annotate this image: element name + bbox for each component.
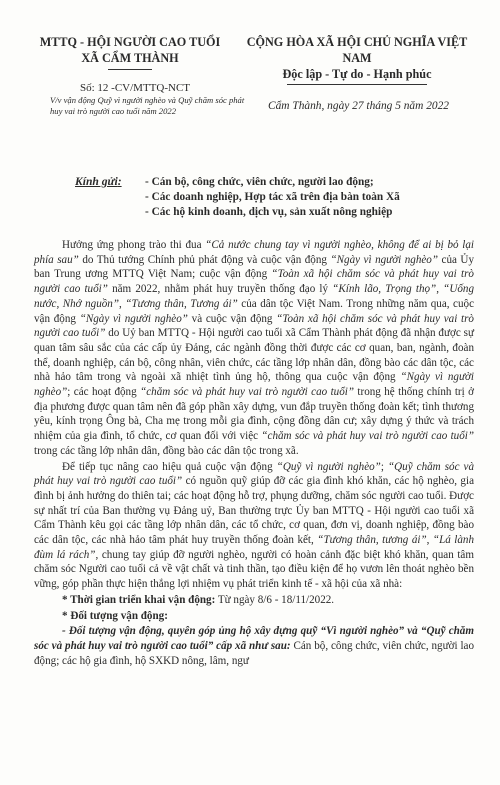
motto-underline bbox=[287, 84, 427, 85]
body-paragraph-2: Để tiếp tục nâng cao hiệu quả cuộc vận động “Quỹ vì người nghèo”; “Quỹ chăm sóc và phát huy vai trò người cao tuổi” có nguồn quỹ giúp đỡ các gia đình khó khăn, các hộ nghèo, gia đình bị ảnh hưởng do thiên tai; các hoạt động hỗ trợ, phụng dưỡng, chăm sóc người cao tuổi. Được sự nhất trí của Ban thường vụ Đảng uỷ, Ban thường trực Ủy ban MTTQ - Hội người cao tuổi xã Cẩm Thành kêu gọi các tầng lớp nhân dân, các tổ chức, cơ quan, đơn vị, doanh nghiệp, đồng bào các dân tộc, các nhà hảo tâm phát huy truyền thống đoàn kết, “Tương thân, tương ái”, “Lá lành đùm lá rách”, chung tay giúp đỡ người nghèo, người có hoàn cảnh đặc biệt khó khăn, quan tâm chăm sóc Người cao tuổi cả về vật chất và tinh thần, tạo điều kiện để họ vươn lên thoát nghèo bền vững, góp phần thực hiện thắng lợi nhiệm vụ phát triển kinh tế - xã hội của xã nhà: bbox=[34, 460, 475, 591]
document-body bbox=[34, 238, 474, 669]
target-paragraph: - Đối tượng vận động, quyên góp ủng hộ xây dựng quỹ “Vì người nghèo” và “Quỹ chăm sóc và phát huy vai trò người cao tuổi” cấp xã như sau: Cán bộ, công chức, viên chức, người lao động; các hộ gia đình, hộ SXKD nông, lâm, ngư bbox=[34, 625, 474, 667]
national-header bbox=[232, 34, 482, 85]
recipient-item: - Các hộ kinh doanh, dịch vụ, sản xuất nông nghiệp bbox=[145, 206, 393, 218]
document-date: Cẩm Thành, ngày 27 tháng 5 năm 2022 bbox=[268, 100, 449, 112]
target-heading: * Đối tượng vận động: bbox=[62, 609, 168, 622]
document-number: Số: 12 -CV/MTTQ-NCT bbox=[80, 82, 190, 94]
issuer-org-line2: XÃ CẨM THÀNH bbox=[81, 51, 179, 65]
document-subject: V/v vận động Quỹ vì người nghèo và Quỹ chăm sóc phát huy vai trò người cao tuổi năm 2022 bbox=[50, 95, 245, 116]
issuer-org-line1: MTTQ - HỘI NGƯỜI CAO TUỔI bbox=[39, 35, 221, 49]
national-motto: Độc lập - Tự do - Hạnh phúc bbox=[282, 67, 432, 81]
recipients-list bbox=[145, 175, 475, 220]
recipient-item: - Cán bộ, công chức, viên chức, người lao động; bbox=[145, 176, 374, 188]
recipients-label: Kính gửi: bbox=[75, 175, 122, 188]
issuer-header bbox=[30, 34, 230, 70]
recipient-item: - Các doanh nghiệp, Hợp tác xã trên địa bàn toàn Xã bbox=[145, 191, 400, 203]
nation-name: CỘNG HÒA XÃ HỘI CHỦ NGHĨA VIỆT NAM bbox=[246, 35, 468, 65]
time-item: * Thời gian triển khai vận động: Từ ngày 8/6 - 18/11/2022. bbox=[62, 593, 335, 606]
body-paragraph-1: Hưởng ứng phong trào thi đua “Cả nước chung tay vì người nghèo, không để ai bị bỏ lại phía sau” do Thủ tướng Chính phủ phát động và cuộc vận động “Ngày vì người nghèo” của Ủy ban Trung ương MTTQ Việt Nam; cuộc vận động “Toàn xã hội chăm sóc và phát huy vai trò người cao tuổi” năm 2022, nhằm phát huy truyền thống đạo lý “Kính lão, Trọng thọ”, “Uống nước, Nhớ nguồn”, “Tương thân, Tương ái” của dân tộc Việt Nam. Trong những năm qua, cuộc vận động “Ngày vì người nghèo” và cuộc vận động “Toàn xã hội chăm sóc và phát huy vai trò người cao tuổi” do Uỷ ban MTTQ - Hội người cao tuổi xã Cẩm Thành phát động đã nhận được sự quan tâm sâu sắc của các cấp ủy Đảng, các ngành đồng thời được các cơ quan, ban, ngành, đoàn thể, doanh nghiệp, cán bộ, công nhân, viên chức, các tầng lớp nhân dân, đồng bào các dân tộc, các nhà hảo tâm trong và ngoài xã nhiệt tình ủng hộ, thông qua cuộc vận động “Ngày vì người nghèo”; các hoạt động “chăm sóc và phát huy vai trò người cao tuổi” trong hệ thống chính trị ở địa phương được quan tâm nên đã góp phần xây dựng, vun đắp truyền thống đoàn kết; tình thương yêu, kính trọng Ông bà, Cha mẹ trong mỗi gia đình, cộng đồng dân cư; xây dựng ý thức và trách nhiệm của gia đình, tổ chức, cơ quan đối với việc “chăm sóc và phát huy vai trò người cao tuổi” trong các tầng lớp nhân dân, đồng bào các dân tộc trong xã. bbox=[34, 239, 475, 457]
issuer-underline bbox=[108, 69, 152, 70]
